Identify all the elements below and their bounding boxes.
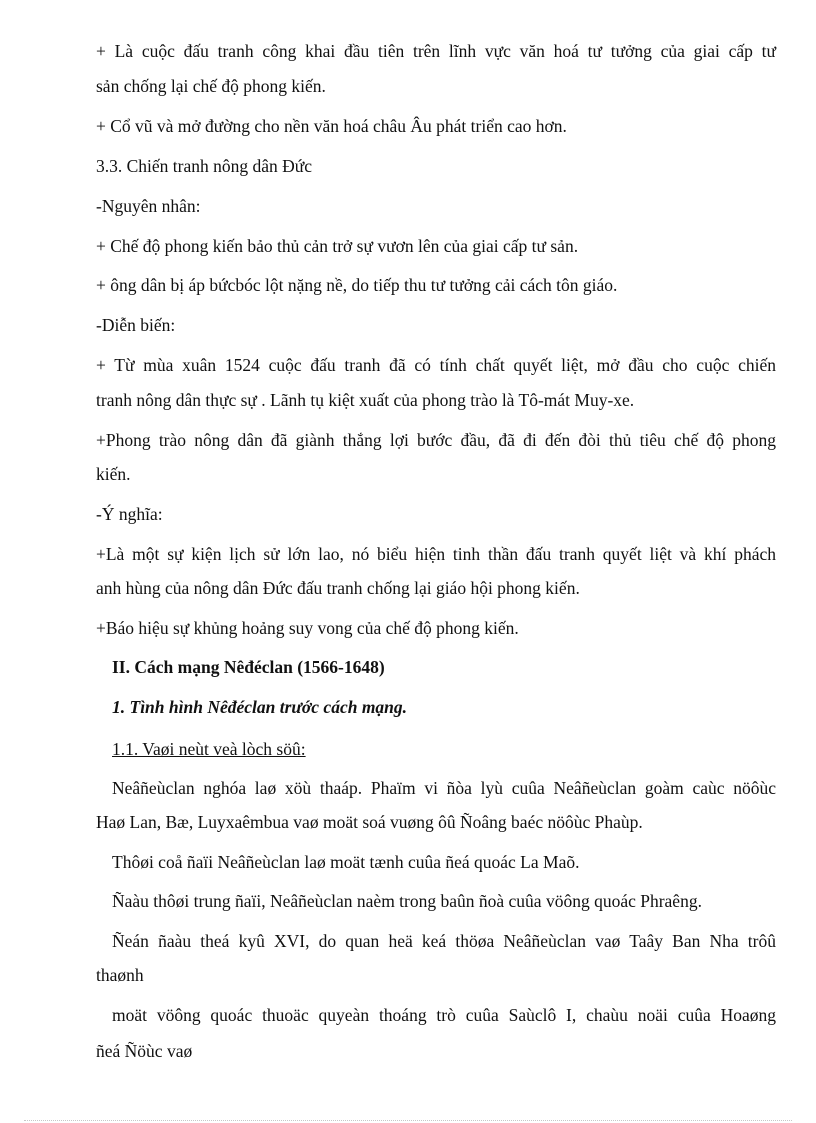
text-line: thaønh	[96, 965, 144, 985]
text-line: anh hùng của nông dân Đức đấu tranh chống lại giáo hội phong kiến.	[96, 578, 580, 598]
section-heading: 1. Tình hình Nêđéclan trước cách mạng.	[112, 697, 408, 717]
text-line: ñeá Ñöùc vaø	[96, 1041, 193, 1061]
subsection-label: -Diễn biến:	[96, 315, 176, 335]
subsection-heading: 1.1. Vaøi neùt veà lòch söû:	[112, 739, 306, 759]
text-line: sản chống lại chế độ phong kiến.	[96, 76, 326, 96]
subsection-label: -Ý nghĩa:	[96, 504, 163, 524]
text-line: + Từ mùa xuân 1524 cuộc đấu tranh đã có tính chất quyết liệt, mở đầu cho cuộc chiến	[96, 355, 776, 375]
text-line: Neâñeùclan nghóa laø xöù thaáp. Phaïm vi ñòa lyù cuûa Neâñeùclan goàm caùc nöôùc	[112, 778, 776, 798]
text-line: +Là một sự kiện lịch sử lớn lao, nó biểu hiện tinh thần đấu tranh quyết liệt và khí phách	[96, 544, 776, 564]
text-line: +Báo hiệu sự khủng hoảng suy vong của chế độ phong kiến.	[96, 618, 519, 638]
text-line: Thôøi coå ñaïi Neâñeùclan laø moät tænh cuûa ñeá quoác La Maõ.	[112, 852, 580, 872]
page-bottom-rule	[24, 1120, 792, 1121]
text-line: Ñeán ñaàu theá kyû XVI, do quan heä keá thöøa Neâñeùclan vaø Taây Ban Nha trôû	[112, 931, 776, 951]
text-line: + Là cuộc đấu tranh công khai đầu tiên trên lĩnh vực văn hoá tư tưởng của giai cấp tư	[96, 41, 776, 61]
text-line: + Cổ vũ và mở đường cho nền văn hoá châu Âu phát triển cao hơn.	[96, 116, 567, 136]
text-line: moät vöông quoác thuoäc quyeàn thoáng trò cuûa Saùclô I, chaùu noäi cuûa Hoaøng	[112, 1005, 776, 1025]
text-line: Ñaàu thôøi trung ñaïi, Neâñeùclan naèm trong baûn ñoà cuûa vöông quoác Phraêng.	[112, 891, 702, 911]
section-heading: 3.3. Chiến tranh nông dân Đức	[96, 156, 313, 176]
text-line: + ông dân bị áp bứcbóc lột nặng nề, do tiếp thu tư tưởng cải cách tôn giáo.	[96, 275, 618, 295]
text-line: kiến.	[96, 464, 131, 484]
chapter-heading: II. Cách mạng Nêđéclan (1566-1648)	[112, 657, 385, 677]
text-line: + Chế độ phong kiến bảo thủ cản trở sự vươn lên của giai cấp tư sản.	[96, 236, 579, 256]
text-line: Haø Lan, Bæ, Luyxaêmbua vaø moät soá vuøng ôû Ñoâng baéc nöôùc Phaùp.	[96, 812, 643, 832]
subsection-label: -Nguyên nhân:	[96, 196, 201, 216]
text-line: +Phong trào nông dân đã giành thắng lợi bước đầu, đã đi đến đòi thủ tiêu chế độ phong	[96, 430, 776, 450]
text-line: tranh nông dân thực sự . Lãnh tụ kiệt xuất của phong trào là Tô-mát Muy-xe.	[96, 390, 635, 410]
